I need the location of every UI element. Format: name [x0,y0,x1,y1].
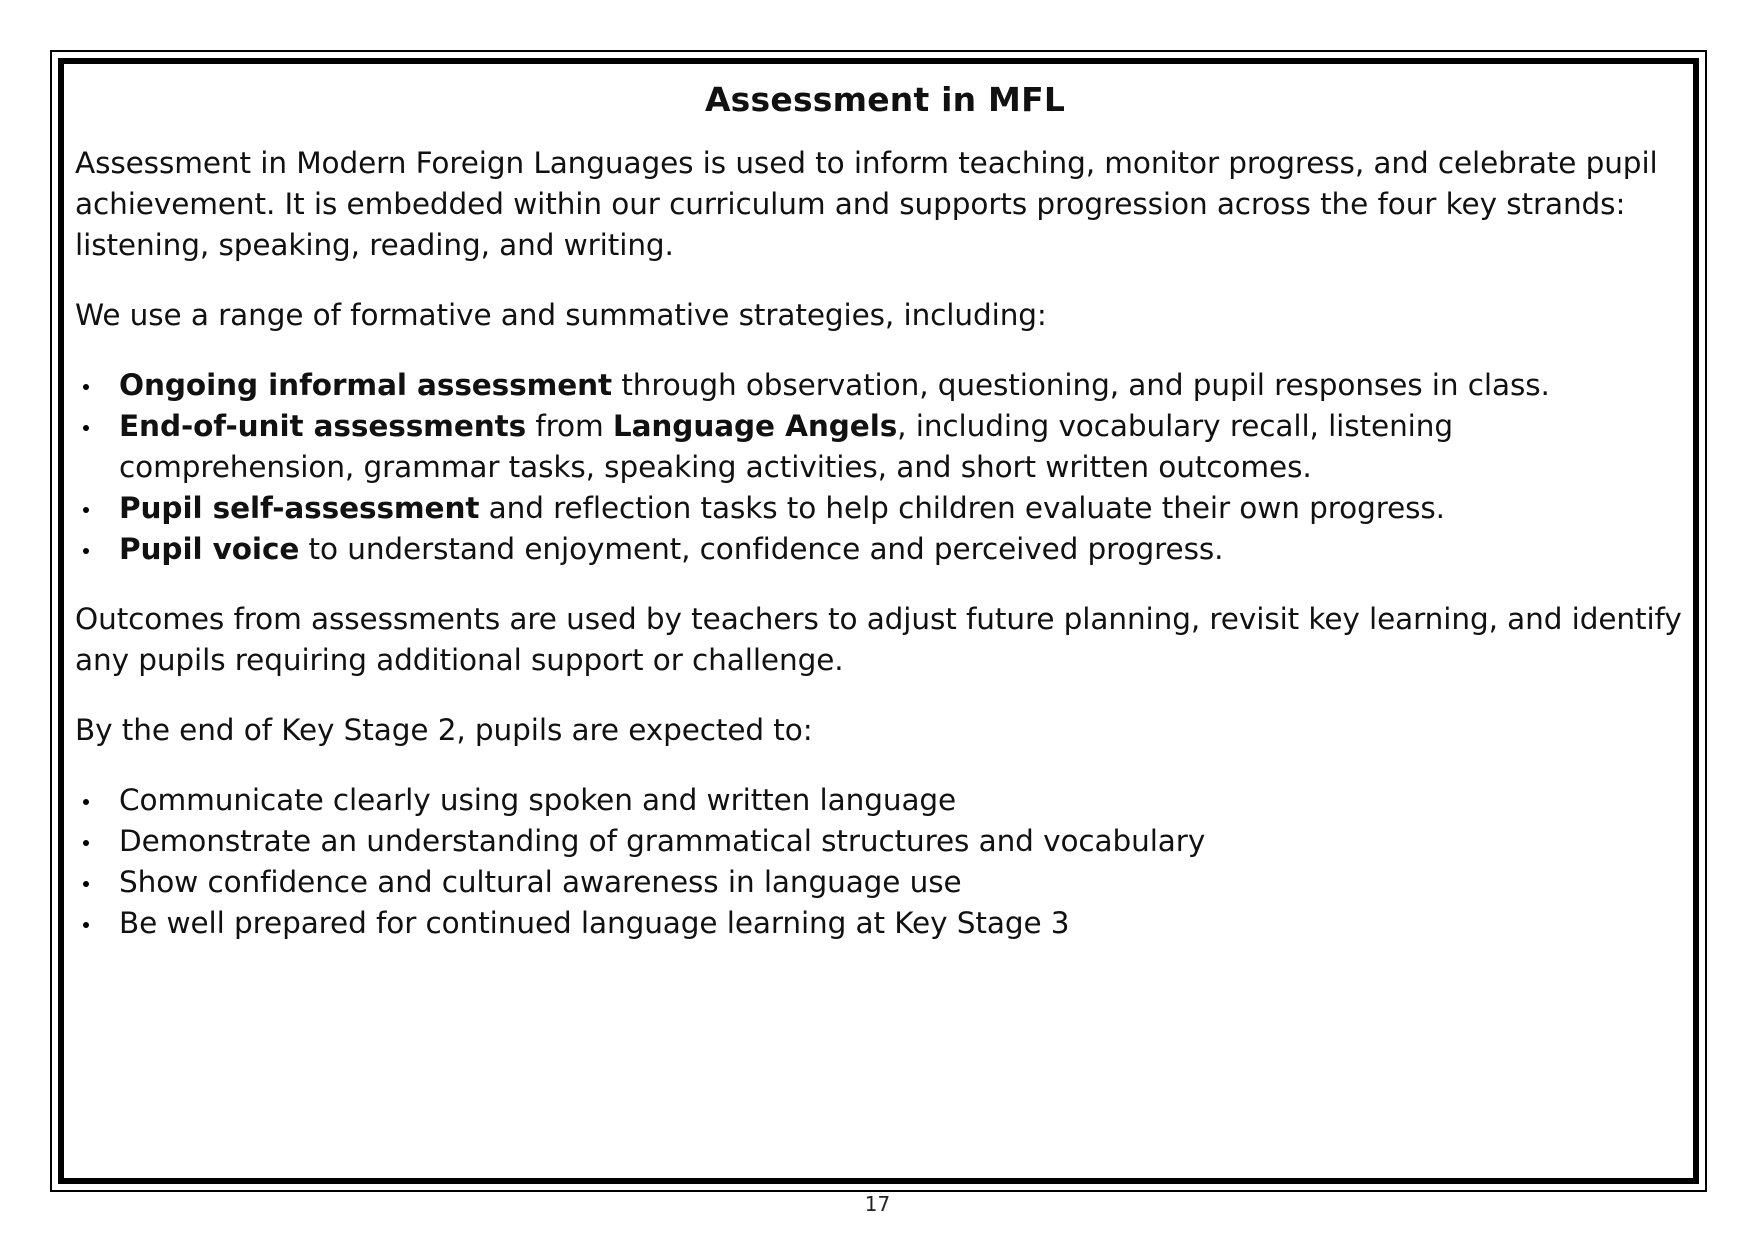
strategy-text: and reflection tasks to help children evaluate their own progress. [479,491,1445,525]
list-item [75,406,1695,488]
strategy-text: , including vocabulary recall, listening comprehension, grammar tasks, speaking activities, and short written outcomes. [119,409,1453,484]
list-item [75,488,1695,529]
document-body [75,80,1695,973]
strategy-source: Language Angels [612,409,898,443]
list-item [75,529,1695,570]
list-item: Be well prepared for continued language learning at Key Stage 3 [75,903,1695,944]
strategy-term: End-of-unit assessments [119,409,527,443]
strategy-term: Ongoing informal assessment [119,368,613,402]
expectations-list [75,780,1695,944]
strategies-lead: We use a range of formative and summative strategies, including: [75,298,1047,332]
strategies-list [75,365,1695,570]
list-item: Show confidence and cultural awareness in language use [75,862,1695,903]
list-item: Demonstrate an understanding of grammatical structures and vocabulary [75,821,1695,862]
strategy-text: from [526,409,613,443]
list-item [75,365,1695,406]
expectations-lead: By the end of Key Stage 2, pupils are expected to: [75,713,813,747]
strategy-term: Pupil self-assessment [119,491,480,525]
intro-paragraph: Assessment in Modern Foreign Languages is used to inform teaching, monitor progress, and celebrate pupil achievement. It is embedded within our curriculum and supports progression across the four key strands: listening, speaking, reading, and writing. [75,146,1658,262]
strategy-term: Pupil voice [119,532,300,566]
list-item: Communicate clearly using spoken and written language [75,780,1695,821]
page-title: Assessment in MFL [704,80,1066,119]
outcomes-paragraph: Outcomes from assessments are used by teachers to adjust future planning, revisit key learning, and identify any pupils requiring additional support or challenge. [75,602,1682,677]
page-number: 17 [864,1192,891,1216]
strategy-text: through observation, questioning, and pupil responses in class. [612,368,1550,402]
strategy-text: to understand enjoyment, confidence and perceived progress. [299,532,1224,566]
